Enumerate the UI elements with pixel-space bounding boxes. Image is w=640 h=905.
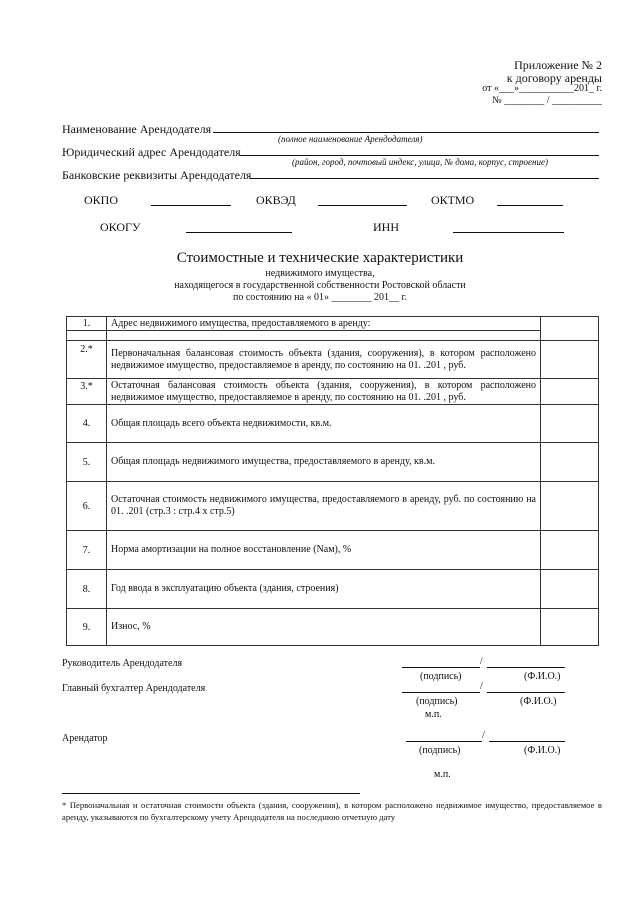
row-value-cell[interactable] [541,531,599,570]
row-value-cell[interactable] [541,341,599,379]
accountant-name-hint: (Ф.И.О.) [520,696,557,707]
row-description: Адрес недвижимого имущества, предоставляемого в аренду: [107,317,541,331]
okpo-label: ОКПО [84,193,119,207]
lessor-name-hint: (полное наименование Арендодателя) [278,134,423,144]
okved-label: ОКВЭД [256,193,296,207]
row-number: 2.* [67,341,107,379]
inn-line[interactable] [453,232,564,233]
footnote: * Первоначальная и остаточная стоимости объекта (здания, сооружения), в котором расположено недвижимое имущество, предоставляемое в аренду, указываются по бухгалтерскому учету Арендодателя на последнюю отчетную дату [62,800,602,822]
bank-details-label: Банковские реквизиты Арендодателя [62,168,252,182]
slash: / [482,730,485,741]
row-description: Остаточная стоимость недвижимого имущества, предоставляемого в аренду, руб. по состоянию на 01. .201 (стр.3 : стр.4 х стр.5) [107,482,541,531]
row-description: Общая площадь всего объекта недвижимости, кв.м. [107,405,541,443]
table-row [67,379,599,405]
row-value-cell[interactable] [541,482,599,531]
director-label: Руководитель Арендодателя [62,658,183,669]
row-value-cell[interactable] [541,609,599,646]
table-row [67,482,599,531]
document-title: Стоимостные и технические характеристики [176,250,464,266]
director-sign-hint: (подпись) [420,671,462,682]
accountant-sign-hint: (подпись) [416,696,458,707]
lessor-name-label: Наименование Арендодателя [62,122,212,136]
bank-details-line[interactable] [250,178,599,179]
legal-address-hint: (район, город, почтовый индекс, улица, № дома, корпус, строение) [292,157,548,167]
row-description: Первоначальная балансовая стоимость объекта (здания, сооружения), в котором расположено недвижимое имущество, предоставляемое в аренду, по состоянию на 01. .201 , руб. [107,341,541,379]
contract-date-line: от «___»___________201_ г. [482,83,602,94]
director-name-line[interactable] [487,667,565,668]
okpo-line[interactable] [151,205,231,206]
accountant-name-line[interactable] [487,692,565,693]
row-value-cell[interactable] [541,317,599,341]
inn-label: ИНН [373,220,399,234]
director-name-hint: (Ф.И.О.) [524,671,561,682]
okved-line[interactable] [318,205,407,206]
table-row [67,609,599,646]
oktmo-label: ОКТМО [431,193,475,207]
table-row-spacer [67,331,599,341]
table-row [67,531,599,570]
okogu-label: ОКОГУ [100,220,141,234]
oktmo-line[interactable] [497,205,563,206]
tenant-sign-line[interactable] [406,741,482,742]
row-number: 1. [67,317,107,331]
okogu-line[interactable] [186,232,292,233]
slash: / [480,656,483,667]
table-row [67,443,599,482]
table-row [67,405,599,443]
row-number: 3.* [67,379,107,405]
footnote-separator [62,793,360,794]
tenant-name-hint: (Ф.И.О.) [524,745,561,756]
appendix-contract: к договору аренды [506,71,602,85]
contract-number-line: № ________ / __________ [492,95,602,106]
appendix-number: Приложение № 2 [514,58,602,72]
accountant-label: Главный бухгалтер Арендодателя [62,683,206,694]
characteristics-table [66,316,599,646]
row-value-cell[interactable] [541,405,599,443]
row-description-empty [107,331,541,341]
accountant-sign-line[interactable] [402,692,480,693]
tenant-label: Арендатор [62,733,108,744]
row-number: 8. [67,570,107,609]
director-sign-line[interactable] [402,667,480,668]
table-row [67,570,599,609]
slash: / [480,681,483,692]
row-number: 9. [67,609,107,646]
title-line-3: находящегося в государственной собственности Ростовской области [174,280,466,291]
row-number: 5. [67,443,107,482]
row-description: Общая площадь недвижимого имущества, предоставляемого в аренду, кв.м. [107,443,541,482]
row-description: Износ, % [107,609,541,646]
row-value-cell[interactable] [541,443,599,482]
table-row [67,341,599,379]
tenant-name-line[interactable] [489,741,565,742]
lessor-name-line[interactable] [213,132,599,133]
tenant-sign-hint: (подпись) [419,745,461,756]
title-line-2: недвижимого имущества, [265,268,375,279]
legal-address-label: Юридический адрес Арендодателя [62,145,241,159]
row-number-empty [67,331,107,341]
row-value-cell[interactable] [541,570,599,609]
tenant-seal: м.п. [434,769,451,780]
row-value-cell[interactable] [541,379,599,405]
table-row [67,317,599,331]
row-description: Остаточная балансовая стоимость объекта (здания, сооружения), в котором расположено недвижимое имущество, предоставляемое в аренду, по состоянию на 01. .201 , руб. [107,379,541,405]
row-number: 7. [67,531,107,570]
legal-address-line[interactable] [240,155,599,156]
accountant-seal: м.п. [425,709,442,720]
row-description: Год ввода в эксплуатацию объекта (здания, строения) [107,570,541,609]
row-description: Норма амортизации на полное восстановление (Nам), % [107,531,541,570]
row-number: 6. [67,482,107,531]
title-line-4: по состоянию на « 01» ________ 201__ г. [232,292,408,303]
row-number: 4. [67,405,107,443]
